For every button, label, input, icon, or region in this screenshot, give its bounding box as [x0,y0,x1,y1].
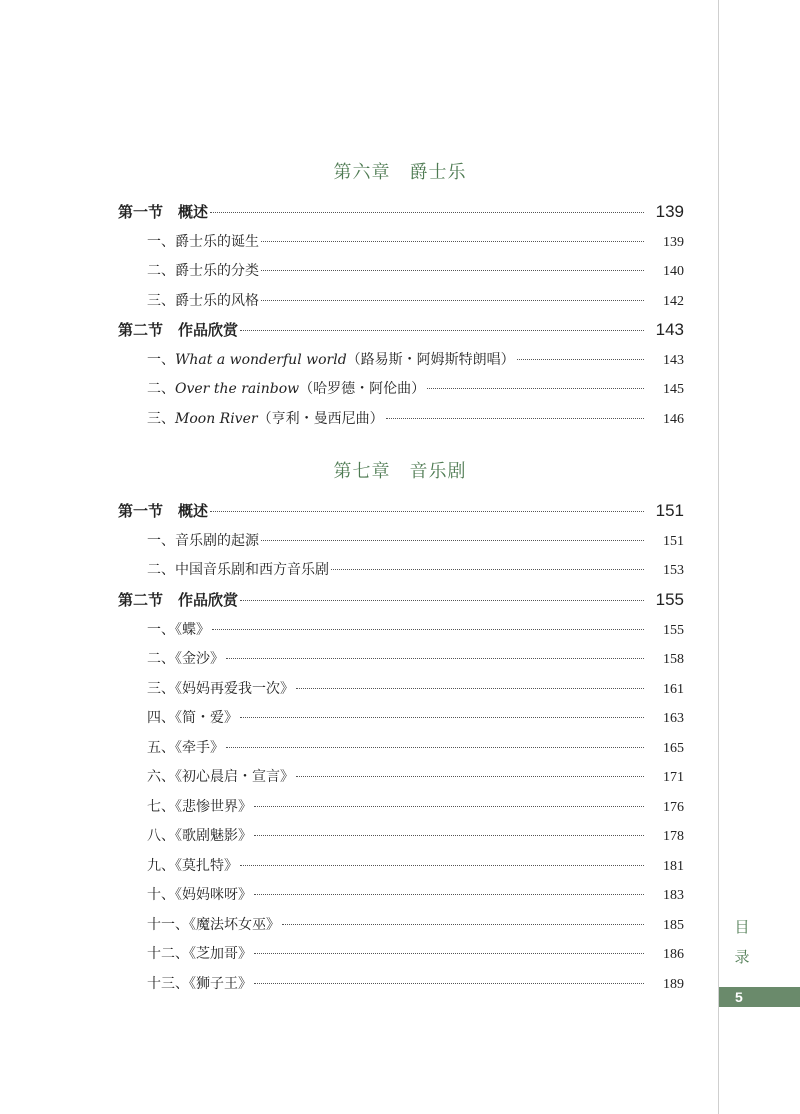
toc-section[interactable] [118,500,684,521]
dot-leader [254,983,644,984]
page-number: 158 [663,652,684,667]
page-number: 186 [663,947,684,962]
dot-leader [386,418,644,419]
toc-item[interactable] [147,678,684,698]
page-number: 185 [663,918,684,933]
item-label: 一、《蝶》 [147,622,210,638]
dot-leader [254,835,644,836]
page-number: 161 [663,682,684,697]
toc-item[interactable] [147,914,684,934]
dot-leader [282,924,644,925]
page-number: 189 [663,977,684,992]
dot-leader [254,806,644,807]
toc-item[interactable] [147,349,684,369]
sidebar-label-lu: 录 [734,948,750,966]
item-label: 十一、《魔法坏女巫》 [147,917,280,933]
dot-leader [240,865,644,866]
dot-leader [210,212,644,213]
toc-item[interactable] [147,530,684,550]
item-label: 一、爵士乐的诞生 [147,234,259,250]
song-title: What a wonderful world [175,352,347,368]
page-number: 176 [663,800,684,815]
item-label: 一、音乐剧的起源 [147,533,259,549]
page-number: 140 [663,264,684,279]
dot-leader [212,629,644,630]
page-number: 145 [663,382,684,397]
toc-item[interactable] [147,884,684,904]
toc-item[interactable] [147,648,684,668]
dot-leader [226,747,644,748]
toc-item[interactable] [147,825,684,845]
dot-leader [296,688,644,689]
dot-leader [240,330,644,331]
toc-item[interactable] [147,408,684,428]
song-title: Over the rainbow [175,381,300,397]
page-number: 165 [663,741,684,756]
page-number: 171 [663,770,684,785]
page-number: 181 [663,859,684,874]
page-number-tab: 5 [719,987,800,1007]
dot-leader [254,953,644,954]
page-number: 151 [663,534,684,549]
toc-item[interactable] [147,619,684,639]
item-label: 五、《牵手》 [147,740,224,756]
song-title: Moon River [175,411,258,427]
dot-leader [254,894,644,895]
section-label: 第一节 概述 [118,502,209,520]
toc-item[interactable] [147,973,684,993]
page-number: 183 [663,888,684,903]
toc-item[interactable] [147,260,684,280]
section-label: 第一节 概述 [118,203,209,221]
item-label: 三、爵士乐的风格 [147,293,259,309]
toc-item[interactable] [147,943,684,963]
dot-leader [261,540,644,541]
toc-item[interactable] [147,796,684,816]
item-label: 二、Over the rainbow（哈罗德・阿伦曲） [147,381,426,397]
item-label: 十二、《芝加哥》 [147,946,252,962]
toc-item[interactable] [147,766,684,786]
item-label: 二、中国音乐剧和西方音乐剧 [147,562,329,578]
item-label: 十、《妈妈咪呀》 [147,887,252,903]
item-label: 一、What a wonderful world（路易斯・阿姆斯特朗唱） [147,352,515,368]
item-label: 八、《歌剧魅影》 [147,828,252,844]
item-label: 六、《初心晨启・宣言》 [147,769,294,785]
dot-leader [261,241,644,242]
item-label: 四、《简・爱》 [147,710,238,726]
page-number: 151 [655,501,684,520]
page-number: 139 [663,235,684,250]
toc-item[interactable] [147,737,684,757]
section-label: 第二节 作品欣赏 [118,321,239,339]
dot-leader [240,600,644,601]
toc-item[interactable] [147,707,684,727]
toc-section[interactable] [118,589,684,610]
item-label: 三、Moon River（亨利・曼西尼曲） [147,411,384,427]
toc-item[interactable] [147,290,684,310]
dot-leader [517,359,644,360]
item-label: 十三、《狮子王》 [147,976,252,992]
dot-leader [427,388,644,389]
page-number: 155 [663,623,684,638]
page-number: 155 [655,590,684,609]
dot-leader [296,776,644,777]
toc-section[interactable] [118,319,684,340]
dot-leader [331,569,644,570]
toc-item[interactable] [147,378,684,398]
page-number: 139 [655,202,684,221]
toc-item[interactable] [147,559,684,579]
item-label: 二、《金沙》 [147,651,224,667]
dot-leader [240,717,644,718]
toc-section[interactable] [118,201,684,222]
toc-item[interactable] [147,231,684,251]
chapter-title: 第六章 爵士乐 [333,162,467,183]
page-number: 146 [663,412,684,427]
item-label: 三、《妈妈再爱我一次》 [147,681,294,697]
page-number: 143 [655,320,684,339]
dot-leader [210,511,644,512]
item-label: 七、《悲惨世界》 [147,799,252,815]
item-label: 二、爵士乐的分类 [147,263,259,279]
page-number: 142 [663,294,684,309]
sidebar-label-mu: 目 [734,918,750,936]
section-label: 第二节 作品欣赏 [118,591,239,609]
dot-leader [226,658,644,659]
page-number: 153 [663,563,684,578]
page-number: 143 [663,353,684,368]
page-number: 178 [663,829,684,844]
item-label: 九、《莫扎特》 [147,858,238,874]
toc-item[interactable] [147,855,684,875]
dot-leader [261,270,644,271]
chapter-title: 第七章 音乐剧 [333,461,467,482]
page-number: 163 [663,711,684,726]
dot-leader [261,300,644,301]
